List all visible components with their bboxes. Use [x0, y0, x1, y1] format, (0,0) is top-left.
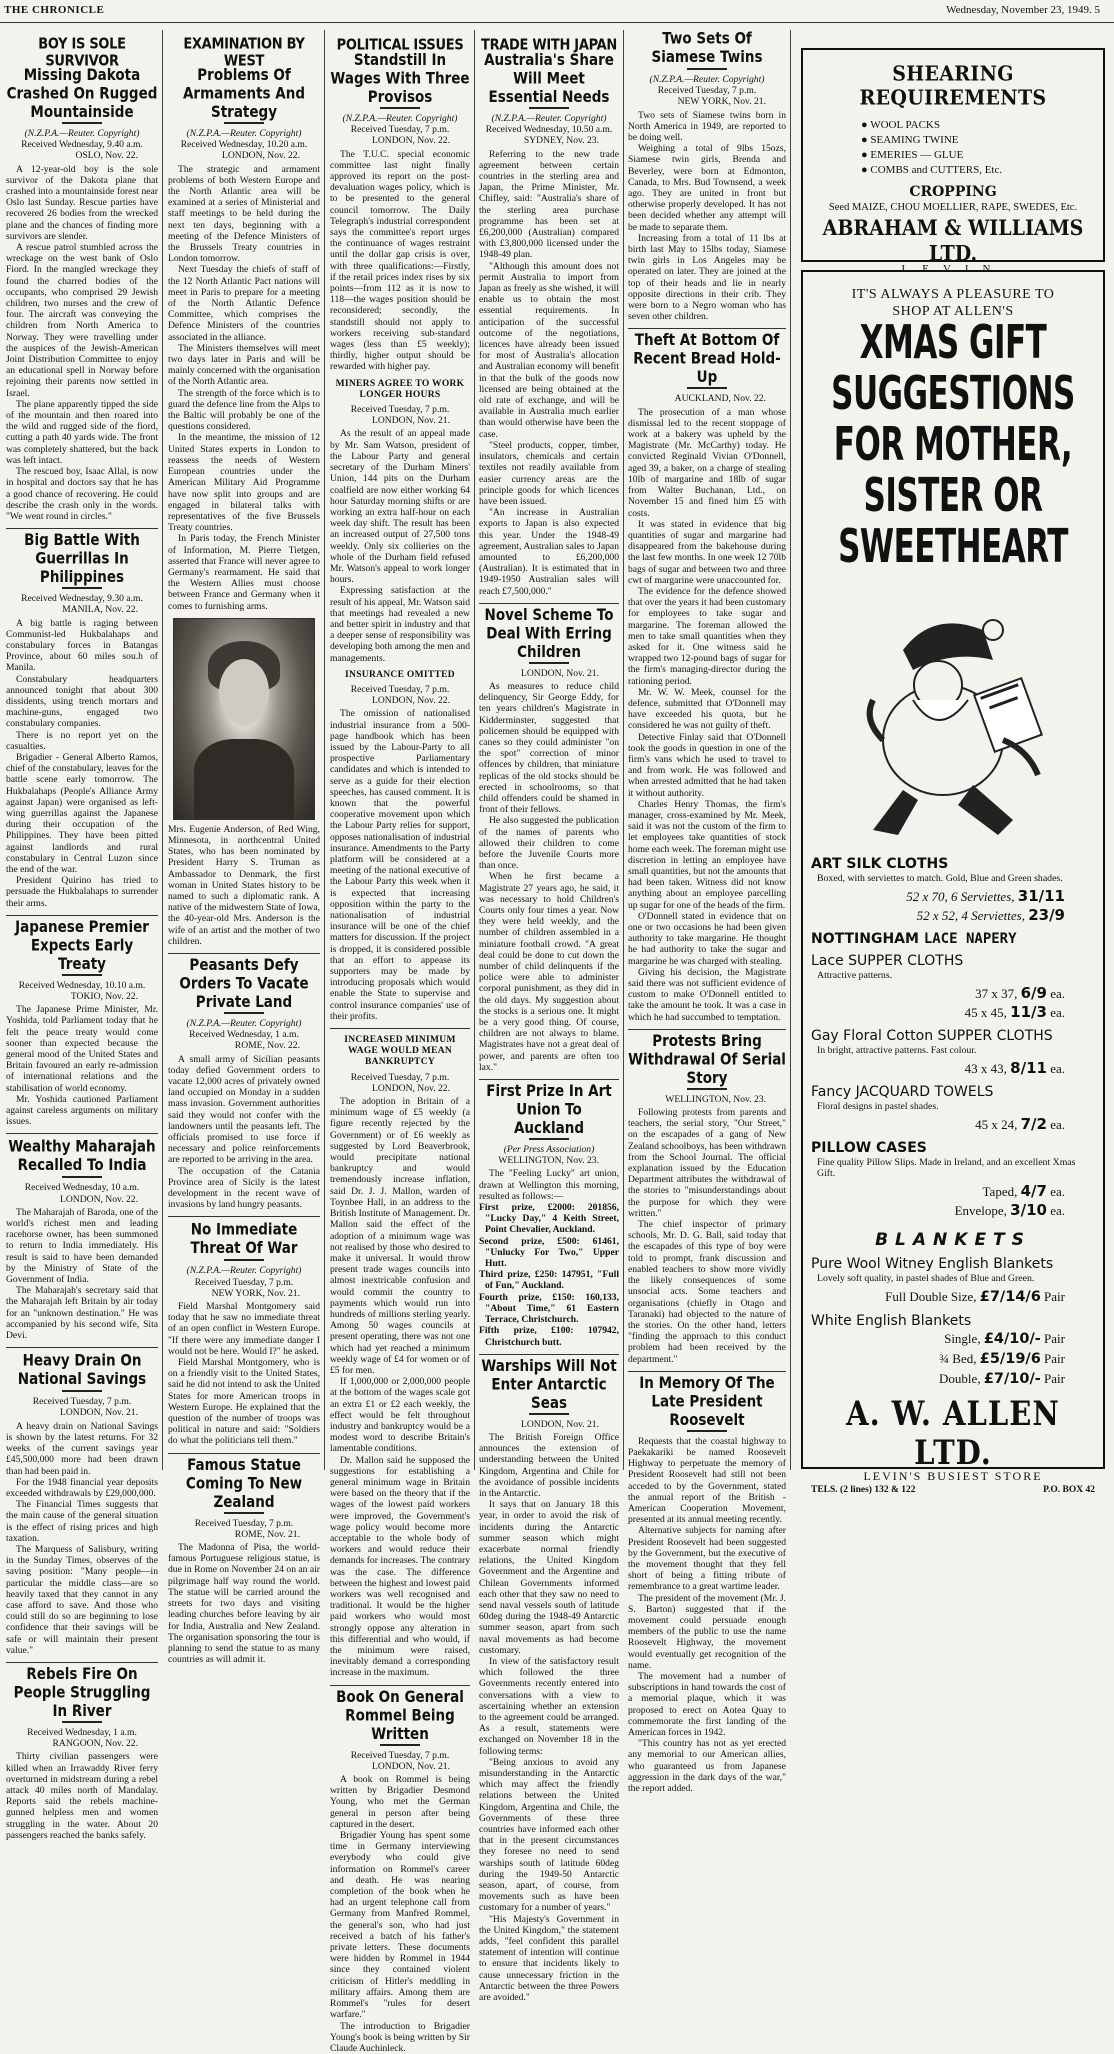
price: £4/10/- — [984, 1331, 1041, 1347]
credit: (N.Z.P.A.—Reuter. Copyright) — [168, 1018, 320, 1029]
item-list — [861, 118, 1103, 178]
section-description: Lovely soft quality, in pastel shades of Blue and Green. — [817, 1273, 1095, 1284]
headline: Protests Bring Withdrawal Of Serial Story — [628, 1032, 786, 1087]
divider — [6, 1133, 158, 1134]
paragraph: The Financial Times suggests that the main cause of the general situation is the effect of rising prices and high taxation. — [6, 1499, 158, 1544]
section-heading: Fancy JACQUARD TOWELS — [811, 1084, 1095, 1100]
section-subheading: Lace SUPPER CLOTHS — [811, 953, 1095, 969]
paragraph: Increasing from a total of 11 lbs at birth last May to 15lbs today, Siamese twin girls in Los Angeles may be operated on later. They are joined at the top of their heads and lie in nearly opposite directions in their crib. They were born to a Negro woman who has seven other children. — [628, 233, 786, 323]
received: Received Tuesday, 7 p.m. — [168, 1518, 320, 1529]
paragraph: For the 1948 financial year deposits exceeded withdrawals by £29,000,000. — [6, 1477, 158, 1499]
subheadline: Problems Of Armaments And Strategy — [168, 66, 320, 121]
paragraph: A 12-year-old boy is the sole survivor of the Dakota plane that crashed into a mountainside forest near Oslo last Sunday. Rescue parties have recovered 26 bodies from the wrecked plane and the chances of finding more survivors are slender. — [6, 164, 158, 242]
divider — [330, 1028, 470, 1029]
xmas-headline: XMAS GIFT SUGGESTIONS FOR MOTHER, SISTER OR SWEETHEART — [803, 318, 1103, 573]
paragraph: The prosecution of a man whose dismissal led to the recent stoppage of work at a bakery was upheld by the Magistrate (Mr. McCarthy) today. He convicted Reginald Vivian O'Donnell, aged 39, a baker, on a charge of stealing 10lb of margarine and 18lb of sugar from Walter Buchanan, Ltd., on November 15 and fined him £5 with costs. — [628, 407, 786, 519]
divider — [687, 387, 727, 389]
credit: (N.Z.P.A.—Reuter. Copyright) — [6, 128, 158, 139]
received: Received Tuesday, 7 p.m. — [330, 1072, 470, 1083]
credit: (N.Z.P.A.—Reuter. Copyright) — [168, 1265, 320, 1276]
paragraph: The movement had a number of subscriptions in hand towards the cost of a memorial plaque, which it was proposed to erect on Aotea Quay to commemorate the first landing of the American forces in 1942. — [628, 1671, 786, 1738]
price-line: Full Double Size, £7/14/6 Pair — [811, 1287, 1095, 1307]
paragraph: The "Feeling Lucky" art union, drawn at Wellington this morning, resulted as follows:— — [479, 1168, 619, 1202]
prize-item: Second prize, £500: 61461, "Unlucky For Two," Upper Hutt. — [485, 1236, 619, 1270]
divider — [6, 528, 158, 529]
paragraph: The plane apparently tipped the side of the mountain and then roared into the wild and rugged side of the fiord, cutting a path 40 yards wide. The front was completely shattered, but the back was left intact. — [6, 399, 158, 466]
section-heading: Gay Floral Cotton SUPPER CLOTHS — [811, 1028, 1095, 1044]
headline: BOY IS SOLE SURVIVOR — [6, 36, 158, 71]
paragraph: "Although this amount does not permit Australia to import from Japan as freely as she wished, it will enable us to obtain the most essential requirements. In anticipation of the successful outcome of the negotiations, licences have already been issued for most of Australia's allocation and Australian economy will benefit in that the bulk of the goods now licensed are being obtained at the old rate of exchange, and will be available in Australia much earlier than would otherwise have been the case. — [479, 261, 619, 440]
column-rule — [623, 30, 624, 1470]
paragraph: "Steel products, copper, timber, insulators, chemicals and certain textiles not readily available from easier currency areas are the principle goods for which licences have been issued. — [479, 440, 619, 507]
received: Received Wednesday, 1 a.m. — [168, 1029, 320, 1040]
headline: Famous Statue Coming To New Zealand — [168, 1456, 320, 1511]
headline: Warships Will Not Enter Antarctic Seas — [479, 1357, 619, 1412]
headline: Japanese Premier Expects Early Treaty — [6, 918, 158, 973]
received: Received Tuesday, 7 p.m. — [330, 124, 470, 135]
column-rule — [324, 30, 325, 1470]
paragraph: The Maharajah's secretary said that the Maharajah left Britain by air today for an "unknown destination." He was accompanied by his second wife, Sita Devi. — [6, 1285, 158, 1341]
paragraph: Following protests from parents and teachers, the serial story, "Our Street," on the escapades of a gang of New Zealand schoolboys, has been withdrawn from the School Journal. The official explanation issued by the Education Department attributes the withdrawal of the stories to "misunderstandings about the purpose for which they were written." — [628, 1107, 786, 1219]
price-line: 43 x 43, 8/11 ea. — [811, 1059, 1095, 1078]
price-line: 37 x 37, 6/9 ea. — [811, 984, 1095, 1003]
column-rule — [474, 30, 475, 1470]
paragraph: Expressing satisfaction at the result of his appeal, Mr. Watson said that meetings had revealed a new and better spirit in industry and that a deeper sense of responsibility was developing both among the men and managements. — [330, 585, 470, 663]
divider — [62, 974, 102, 976]
divider — [628, 1371, 786, 1372]
paragraph: The president of the movement (Mr. J. S. Barton) suggested that if the movement could persuade enough members of the public to use the name Roosevelt Highway, the movement would eventually get recognition of the name. — [628, 1593, 786, 1671]
headline: Novel Scheme To Deal With Erring Children — [479, 606, 619, 661]
paragraph: Field Marshal Montgomery said today that he saw no immediate threat of an open conflict in Western Europe. "If there were any immediate danger I would not be here. Would I?" he asked. — [168, 1301, 320, 1357]
divider — [224, 1259, 264, 1261]
paragraph: He also suggested the publication of the names of parents who allowed their children to come before the Juvenile Courts more than once. — [479, 815, 619, 871]
section-description: Boxed, with serviettes to match. Gold, Blue and Green shades. — [817, 873, 1095, 884]
credit: (N.Z.P.A.—Reuter. Copyright) — [479, 113, 619, 124]
divider — [62, 1176, 102, 1178]
received: Received Wednesday, 10.20 a.m. — [168, 139, 320, 150]
headline: Book On General Rommel Being Written — [330, 1688, 470, 1743]
bullet-icon: ● — [861, 119, 870, 131]
divider — [479, 1079, 619, 1080]
contact-line — [803, 1485, 1103, 1495]
paragraph: Mr. Yoshida cautioned Parliament against careless arguments on military issues. — [6, 1094, 158, 1128]
received: Received Tuesday, 7 p.m. — [6, 1396, 158, 1407]
paragraph: A heavy drain on National Savings is shown by the latest returns. For 32 weeks of the current savings year £45,500,000 more had been drawn than had been paid in. — [6, 1421, 158, 1477]
dateline: ROME, Nov. 22. — [168, 1040, 320, 1051]
credit: (N.Z.P.A.—Reuter. Copyright) — [628, 74, 786, 85]
received: Received Tuesday, 7 p.m. — [168, 1277, 320, 1288]
divider — [529, 1138, 569, 1140]
divider — [687, 1430, 727, 1432]
divider — [628, 328, 786, 329]
seed-line: Seed MAIZE, CHOU MOELLIER, RAPE, SWEDES, Etc. — [803, 202, 1103, 213]
list-item: ● SEAMING TWINE — [861, 133, 1103, 148]
bullet-icon: ● — [861, 164, 870, 176]
divider — [224, 122, 264, 124]
credit: (N.Z.P.A.—Reuter. Copyright) — [168, 128, 320, 139]
paragraph: Requests that the coastal highway to Paekakariki be named Roosevelt Highway to perpetuate the memory of President Roosevelt had still not been acceded to by the Government, stated the annual report of the British - American Cooperation Movement, presented at its annual meeting recently. — [628, 1436, 786, 1526]
paragraph: O'Donnell stated in evidence that on one or two occasions he had been given authority to take margarine. He thought he had authority to take the sugar and margarine he was charged with stealing. — [628, 911, 786, 967]
blankets-heading: BLANKETS — [803, 1230, 1103, 1250]
allens-advert — [801, 270, 1105, 1469]
store-slogan: LEVIN'S BUSIEST STORE — [803, 1469, 1103, 1484]
section-description: Floral designs in pastel shades. — [817, 1101, 1095, 1112]
paragraph: The Marquess of Salisbury, writing in the Sunday Times, observes of the saving position: "Many people—in particular the middle class—are so heavily taxed that they cannot in any case afford to save. And those who could still do so are beginning to lose confidence that their savings will be safe or will maintain their present value." — [6, 1544, 158, 1656]
paragraph: Brigadier Young has spent some time in Germany interviewing everybody who could give information on Rommel's career and death. He was nearing completion of the book when he had an urgent telephone call from Germany from Manfred Rommel, the general's son, who had just received a batch of his father's private letters. These documents were hidden by Rommel in 1944 since they contained violent criticism of Hitler's meddling in military affairs. Among them are Rommel's "rules for desert warfare." — [330, 1830, 470, 2020]
dateline: LONDON, Nov. 22. — [6, 1194, 158, 1205]
paragraph: Referring to the new trade agreement between certain countries in the sterling area and Japan, the Prime Minister, Mr. Chifley, said: "Australia's share of the sterling area purchase programme has been set at £6,200,000 (Australian) compared with £3,800,000 licensed under the 1948-49 plan. — [479, 149, 619, 261]
divider — [380, 107, 420, 109]
divider — [529, 662, 569, 664]
column-4 — [479, 30, 619, 1470]
divider — [224, 1012, 264, 1014]
column-rule — [790, 30, 791, 1470]
dateline: NEW YORK, Nov. 21. — [628, 96, 786, 107]
paragraph: In Paris today, the French Minister of Information, M. Pierre Tietgen, asserted that France will never agree to Germany's rearmament. He said that the Western Allies must choose between France and Germany when it comes to furnishing arms. — [168, 533, 320, 611]
price-line: 45 x 45, 11/3 ea. — [811, 1003, 1095, 1022]
paragraph: In view of the satisfactory result which followed the three Governments recently entered into conversations with a view to ascertaining whether an extension to the agreement could be arranged. As a result, statements were exchanged on November 18 in the following terms: — [479, 1656, 619, 1757]
received: Received Wednesday, 9.40 a.m. — [6, 139, 158, 150]
divider — [330, 1685, 470, 1686]
paragraph: "An increase in Australian exports to Japan is also expected this year. Under the 1948-49 agreement, Australian sales to Japan amounted to £6,200,000 (Australian). It is estimated that in 1949-1950 Australian sales will reach £7,500,000." — [479, 507, 619, 597]
headline: In Memory Of The Late President Roosevelt — [628, 1374, 786, 1429]
section-heading: INSURANCE OMITTED — [330, 670, 470, 681]
list-item: ● EMERIES — GLUE — [861, 148, 1103, 163]
dateline: TOKIO, Nov. 22. — [6, 991, 158, 1002]
pillow-section — [803, 1140, 1103, 1220]
paragraph: The Maharajah of Baroda, one of the world's richest men and leading racehorse owner, has been summoned to return to India immediately. His result is said to have been demanded by the Ministry of State of the Government of India. — [6, 1207, 158, 1285]
divider — [687, 1088, 727, 1090]
paragraph: The chief inspector of primary schools, Mr. D. G. Ball, said today that the escapades of this type of boy were told to prompt, frank discussion and enabled teachers to show more vividly the likely consequences of some unsocial acts. Some teachers and organisations (chiefly in Otago and Taranaki) had objected to the nature of the stories. On the other hand, letters "finding the approach to this conduct problem had been received by the department." — [628, 1219, 786, 1365]
dateline: SYDNEY, Nov. 23. — [479, 135, 619, 146]
headline: Rebels Fire On People Struggling In River — [6, 1665, 158, 1720]
divider — [224, 1512, 264, 1514]
paragraph: The Japanese Prime Minister, Mr. Yoshida, told Parliament today that he felt the peace treaty would come sooner than expected because the general mood of the United States and Britain favoured an early re-admission of international relations and the stabilisation of world economy. — [6, 1004, 158, 1094]
section-heading: MINERS AGREE TO WORK LONGER HOURS — [330, 379, 470, 401]
paragraph: Field Marshal Montgomery, who is on a friendly visit to the United States, said he did not intend to ask the United States for more American troops in Western Europe. He explained that the question of the number of troops was political in nature and said: "Soldiers do what the politicians tell them." — [168, 1357, 320, 1447]
divider — [628, 1029, 786, 1030]
prize-item: Third prize, £250: 147951, "Full of Fun," Auckland. — [485, 1269, 619, 1291]
received: Received Wednesday, 10.50 a.m. — [479, 124, 619, 135]
subheadline: Australia's Share Will Meet Essential Needs — [479, 51, 619, 106]
column-5 — [628, 30, 786, 1470]
photo-body — [194, 739, 294, 819]
price-line: 45 x 24, 7/2 ea. — [811, 1115, 1095, 1134]
section-description: Attractive patterns. — [817, 970, 1095, 981]
prize-item: Fourth prize, £150: 160,133, "About Time," 61 Eastern Terrace, Christchurch. — [485, 1292, 619, 1326]
dateline: LONDON, Nov. 21. — [479, 1419, 619, 1430]
received: Received Wednesday, 10.10 a.m. — [6, 980, 158, 991]
received: Received Wednesday, 10 a.m. — [6, 1182, 158, 1193]
headline: Heavy Drain On National Savings — [6, 1352, 158, 1389]
price: 23/9 — [1028, 906, 1065, 924]
dateline: ROME, Nov. 21. — [168, 1529, 320, 1540]
divider — [168, 953, 320, 954]
price: 8/11 — [1010, 1059, 1047, 1077]
paragraph: The introduction to Brigadier Young's book is being written by Sir Claude Auchinleck. — [330, 2021, 470, 2054]
divider — [479, 603, 619, 604]
divider — [479, 1354, 619, 1355]
dateline: RANGOON, Nov. 22. — [6, 1738, 158, 1749]
divider — [62, 122, 102, 124]
paragraph: Alternative subjects for naming after President Roosevelt had been suggested by the Government, but the executive of the movement thought that they fell short of being a fitting tribute of remembrance to a great wartime leader. — [628, 1525, 786, 1592]
price-line: Taped, 4/7 ea. — [811, 1182, 1095, 1201]
paragraph: The rescued boy, Isaac Allal, is now in hospital and doctors say that he has a good chance of recovering. He could describe the crash only in the words. "We went round in circles." — [6, 466, 158, 522]
paragraph: The British Foreign Office announces the extension of understanding between the United Kingdom, Argentina and Chile for the avoidance of possible incidents in the Antarctic. — [479, 1432, 619, 1499]
advert-title: SHEARING REQUIREMENTS — [803, 62, 1103, 110]
santa-icon — [843, 590, 1063, 850]
prize-item: First prize, £2000: 201856, "Lucky Day," 4 Keith Street, Point Chevalier, Auckland. — [485, 1202, 619, 1236]
bullet-icon: ● — [861, 134, 870, 146]
list-item: ● WOOL PACKS — [861, 118, 1103, 133]
headline: EXAMINATION BY WEST — [168, 36, 320, 71]
paragraph: It was stated in evidence that big quantities of sugar and margarine had disappeared from the bakehouse during the last few months. In one week 12 70lb bags of sugar and between two and three cwt of margarine were unaccounted for. — [628, 519, 786, 586]
paragraph: A book on Rommel is being written by Brigadier Desmond Young, who met the German general in person after being captured in the desert. — [330, 1774, 470, 1830]
dateline: WELLINGTON, Nov. 23. — [479, 1155, 619, 1166]
paragraph: The strength of the force which is to guard the defence line from the Alps to the Baltic will probably be one of the questions considered. — [168, 388, 320, 433]
headline: Two Sets Of Siamese Twins — [628, 30, 786, 67]
price-line: Double, £7/10/- Pair — [811, 1369, 1095, 1389]
paragraph: President Quirino has tried to persuade the Hukbalahaps to surrender their arms. — [6, 875, 158, 909]
headline: No Immediate Threat Of War — [168, 1221, 320, 1258]
price: 31/11 — [1018, 887, 1065, 905]
divider — [687, 68, 727, 70]
bullet-icon: ● — [861, 149, 870, 161]
column-1 — [6, 30, 158, 1470]
dateline: LONDON, Nov. 22. — [330, 135, 470, 146]
price-line: 52 x 52, 4 Serviettes, 23/9 — [811, 906, 1095, 925]
paragraph: A small army of Sicilian peasants today defied Government orders to vacate 12,000 acres of privately owned land occupied on Monday in a sudden mass invasion. Government authorities said they would not confer with the landowners until the peasants left. The officials promised to use force if necessary and police reinforcements are reported to be arriving in the area. — [168, 1054, 320, 1166]
paragraph: The strategic and armament problems of both Western Europe and the North Atlantic area will be examined at a series of Ministerial and staff meetings to be held during the next ten days, beginning with a meeting of the Defence Ministers of the Brussels Treaty countries in London tomorrow. — [168, 164, 320, 265]
received: Received Tuesday, 7 p.m. — [330, 684, 470, 695]
divider — [529, 107, 569, 109]
paragraph: "Being anxious to avoid any misunderstanding in the Antarctic which may affect the friendly relations between the United Kingdom, Argentina and Chile, the Governments of these three countries have informed each other that in the present circumstances they foresee no need to send warships south of latitude 60deg during the 1949-50 Antarctic season, apart, of course, from movements such as have been customary for a number of years." — [479, 1757, 619, 1914]
floral-section — [803, 1028, 1103, 1078]
paragraph: Detective Finlay said that O'Donnell took the goods in question in one of the firm's vans which he used to travel to and from work. He was followed and when arrested admitted that he had taken it without authority. — [628, 732, 786, 799]
paragraph: Next Tuesday the chiefs of staff of the 12 North Atlantic Pact nations will meet in Paris to prepare for a meeting of the North Atlantic Defence Committee, which comprises the Defence Ministers of the countries associated in the alliance. — [168, 264, 320, 342]
received: Received Tuesday, 7 p.m. — [628, 85, 786, 96]
section-heading: NOTTINGHAM LACE NAPERY — [811, 931, 1095, 947]
paragraph: In the meantime, the mission of 12 United States experts in London to reassess the needs of Western European countries under the American Military Aid Programme have now split into groups and are engaged in bilateral talks with representatives of the five Brussels Treaty countries. — [168, 432, 320, 533]
paragraph: If 1,000,000 or 2,000,000 people at the bottom of the wages scale got an extra £1 or £2 each weekly, the effect would be felt throughout industry and bankruptcy would be a modest word to describe Britain's lamentable conditions. — [330, 1376, 470, 1454]
paragraph: Weighing a total of 9lbs 15ozs, Siamese twin girls, Brenda and Beverley, were born at Edmonton, Canada, to Mrs. Bud Townsend, a week ago. They are united in front but otherwise properly developed. It has not been decided whether any attempt will be made to separate them. — [628, 143, 786, 233]
price: 3/10 — [1010, 1201, 1047, 1219]
received: Received Wednesday, 1 a.m. — [6, 1727, 158, 1738]
company-name: A. W. ALLEN LTD. — [803, 1394, 1103, 1472]
dateline: LONDON, Nov. 22. — [330, 1083, 470, 1094]
dateline: LONDON, Nov. 21. — [479, 668, 619, 679]
dateline: LONDON, Nov. 22. — [168, 150, 320, 161]
divider — [62, 1390, 102, 1392]
dateline: AUCKLAND, Nov. 22. — [628, 393, 786, 404]
prize-item: Fifth prize, £100: 107942, Christchurch butt. — [485, 1325, 619, 1347]
photo-face — [219, 659, 269, 725]
section-heading: ART SILK CLOTHS — [811, 856, 1095, 872]
price-line: 52 x 70, 6 Serviettes, 31/11 — [811, 887, 1095, 906]
paragraph: The evidence for the defence showed that over the years it had been customary for employees to take sugar and margarine. The foreman allowed the men to take small quantities when they asked for it. One witness said he wrapped two 12-pound bags of sugar for the firm's managing-director during the rationing period. — [628, 586, 786, 687]
art-silk-section — [803, 856, 1103, 925]
telephone: TELS. (2 lines) 132 & 122 — [811, 1485, 916, 1495]
section-description: In bright, attractive patterns. Fast colour. — [817, 1045, 1095, 1056]
paragraph: The occupation of the Catania Province area of Sicily is the latest development in the recent wave of invasions by land hungry peasants. — [168, 1166, 320, 1211]
divider — [6, 915, 158, 916]
section-heading: White English Blankets — [811, 1313, 1095, 1329]
section-description: Fine quality Pillow Slips. Made in Ireland, and an excellent Xmas Gift. — [817, 1157, 1095, 1179]
shearing-advert — [801, 48, 1105, 262]
price: 11/3 — [1010, 1003, 1047, 1021]
dateline: LONDON, Nov. 22. — [330, 695, 470, 706]
headline: Theft At Bottom Of Recent Bread Hold-Up — [628, 332, 786, 387]
cropping-heading: CROPPING — [803, 184, 1103, 200]
company-name: ABRAHAM & WILLIAMS LTD. — [803, 216, 1103, 267]
paragraph: "This country has not as yet erected any memorial to our American allies, who guaranteed us from Japanese aggression in the dark days of the war," the report added. — [628, 1738, 786, 1794]
paragraph: A rescue patrol stumbled across the wreckage on the west bank of Oslo Fiord. In the mangled wreckage they found the charred bodies of the occupants, who comprised 29 Jewish children, two nurses and the crew of four. The aircraft was conveying the children from North America to Norway. They were travelling under the auspices of the Jewish-American Joint Distribution Committee to enjoy an educational spell in Norway before rejoining their parents now settled in Israel. — [6, 242, 158, 399]
divider — [62, 1721, 102, 1723]
paragraph: The omission of nationalised industrial insurance from a 500-page handbook which has been issued by the Labour-Party to all prospective Parliamentary candidates and which is intended to serve as a guide for their election speeches, has caused comment. It is known that the powerful cooperative movement upon which the Labour Party relies for support, opposes nationalisation of industrial insurance. Amendments to the Party platform will be considered at a meeting of the national executive of the Labour Party this week when it is expected that increasing opposition within the party to the nationalisation of industrial insurance will be one of the chief matters for discussion. If the project is dropped, it is considered possible that an effort to appease its supporters may be made by introducing proposals which would enable the State to supervise and control insurance companies' use of their profits. — [330, 708, 470, 1022]
price-line: ¾ Bed, £5/19/6 Pair — [811, 1349, 1095, 1369]
subheadline: Standstill In Wages With Three Provisos — [330, 51, 470, 106]
received: Received Wednesday, 9.30 a.m. — [6, 593, 158, 604]
headline: Wealthy Maharajah Recalled To India — [6, 1138, 158, 1175]
price: £7/14/6 — [980, 1289, 1041, 1305]
dateline: LONDON, Nov. 21. — [6, 1407, 158, 1418]
jacquard-section — [803, 1084, 1103, 1134]
dateline: OSLO, Nov. 22. — [6, 150, 158, 161]
headline: First Prize In Art Union To Auckland — [479, 1082, 619, 1137]
dateline: WELLINGTON, Nov. 23. — [628, 1094, 786, 1105]
column-rule — [162, 30, 163, 1470]
price: £7/10/- — [984, 1371, 1041, 1387]
divider — [168, 1453, 320, 1454]
paragraph: Brigadier - General Alberto Ramos, chief of the constabulary, leaves for the battle scene early tomorrow. The Hukbalahaps (People's Alliance Army against Japan) were organised as left-wing guerrillas against the Japanese during their occupation of the Philippines. They have been pitted against landlords and rural constabulary in Central Luzon since the end of the war. — [6, 752, 158, 875]
blankets-section — [803, 1256, 1103, 1389]
received: Received Tuesday, 7 p.m. — [330, 1750, 470, 1761]
divider — [6, 1662, 158, 1663]
section-heading: INCREASED MINIMUM WAGE WOULD MEAN BANKRUPTCY — [330, 1035, 470, 1069]
column-2 — [168, 30, 320, 1470]
paragraph: The adoption in Britain of a minimum wage of £5 weekly (a figure recently rejected by the Government) or of £6 weekly as suggested by Lord Beaverbrook, would precipitate national bankruptcy and would tremendously increase inflation, said Dr. J. J. Mallon, warden of Toynbee Hall, in an address to the British Institute of Management. Dr. Mallon said the effect of the adoption of a minimum wage was not realised by those who desired to make it universal. It would throw present trade wages councils into almost inextricable confusion and would commit the country to payments which would run into hundreds of millions sterling yearly. Among 50 wages councils at present operating, there was not one which had yet reached a minimum weekly wage of £4 for women or of £5 for men. — [330, 1096, 470, 1376]
subheadline: Missing Dakota Crashed On Rugged Mountainside — [6, 66, 158, 121]
section-heading: Pure Wool Witney English Blankets — [811, 1256, 1095, 1272]
paragraph: When he first became a Magistrate 27 years ago, he said, it was necessary to hold Children's Courts only four times a year. Now they were held weekly, and the number of children assembled in a miniature football crowd. "A great deal could be done to cut down the number of child delinquents if the police were able to administer corporal punishment, as they did in the old days. My suggestion about the stocks is a serious one. It might be a very good thing. Of course, children are not always to blame. Magistrates have not a great deal of power, and parents are often too lax." — [479, 871, 619, 1073]
list-item: ● COMBS and CUTTERS, Etc. — [861, 163, 1103, 178]
dateline: MANILA, Nov. 22. — [6, 604, 158, 615]
paper-name: THE CHRONICLE — [4, 4, 104, 16]
headline: POLITICAL ISSUES — [330, 37, 470, 54]
issue-date: Wednesday, November 23, 1949. 5 — [946, 4, 1100, 16]
paragraph: It says that on January 18 this year, in order to avoid the risk of incidents during the Antarctic summer season which might exacerbate normal friendly relations, the United Kingdom Government and the Argentine and Chilean Governments informed each other that they saw no need to send naval vessels south of latitude 60deg during the 1948-49 Antarctic summer season, apart from such naval movements as had become customary. — [479, 1499, 619, 1656]
dateline: NEW YORK, Nov. 21. — [168, 1288, 320, 1299]
paragraph: The Ministers themselves will meet two days later in Paris and will be mainly concerned with the organisation of the North Atlantic area. — [168, 343, 320, 388]
paragraph: The T.U.C. special economic committee last night finally approved its report on the post-devaluation wages policy, which is to be presented to the general council tomorrow. The Daily Telegraph's industrial correspondent says the committee's report urges the continuance of wages restraint until the dollar gap crisis is over, with three qualifications:—Firstly, if the retail prices index rises by six points—from 112 as it is now to 118—the wages position should be reconsidered; secondly, the standstill should not apply to workers receiving sub-standard wages (less than £5 weekly); thirdly, higher output should be rewarded with higher pay. — [330, 149, 470, 373]
divider — [62, 587, 102, 589]
price-line: Envelope, 3/10 ea. — [811, 1201, 1095, 1220]
divider — [168, 1216, 320, 1217]
column-3 — [330, 30, 470, 1470]
paragraph: Dr. Mallon said he supposed the suggestions for establishing a general minimum wage in Britain were based on the theory that if the wages of the lowest paid workers were improved, the Government's wage policy would become more acceptable to the whole body of workers and would reduce their demands for increases. The contrary was the case. The difference between the highest and lowest paid workers was well recognised and traditional. It would be the higher paid workers who would most strongly oppose any alteration in this differential and who would, if the minimum were raised, inevitably demand a corresponding increase in the maximum. — [330, 1455, 470, 1679]
headline: Peasants Defy Orders To Vacate Private Land — [168, 956, 320, 1011]
paragraph: Two sets of Siamese twins born in North America in 1949, are reported to be doing well. — [628, 110, 786, 144]
santa-illustration — [843, 590, 1063, 850]
paragraph: As measures to reduce child delinquency, Sir George Eddy, for ten years children's Magistrate in Kidderminster, suggested that policemen should be equipped with canes so they could administer "on the spot" correction of minor offences by children, that miniature replicas of the old stocks should be erected in schoolrooms, so that child offenders could be shamed in front of their fellows. — [479, 681, 619, 815]
paragraph: "His Majesty's Government in the United Kingdom," the statement adds, "feel confident this parallel statement of intention will continue to ensure that incidents likely to cause unnecessary friction in the Antarctic between the three Powers are avoided." — [479, 1914, 619, 2004]
photo-caption: Mrs. Eugenie Anderson, of Red Wing, Minnesota, in northcentral United States, who has been nominated by President Harry S. Truman as Ambassador to Denmark, the first woman in United States history to be named to such a diplomatic rank. A native of the midwestern State of Iowa, the 40-year-old Mrs. Anderson is the wife of an artist and the mother of two children. — [168, 824, 320, 947]
town-name: LEVIN — [803, 263, 1103, 275]
price-line: Single, £4/10/- Pair — [811, 1329, 1095, 1349]
divider — [6, 1347, 158, 1348]
prize-list — [479, 1202, 619, 1348]
paragraph: A big battle is raging between Communist-led Hukbalahaps and constabulary forces in Batangas Province, about 60 miles sou.h of Manila. — [6, 618, 158, 674]
dateline: LONDON, Nov. 21. — [330, 415, 470, 426]
paragraph: Mr. W. W. Meek, counsel for the defence, submitted that O'Donnell may have exceeded his quota, but he considered he was not guilty of theft. — [628, 687, 786, 732]
paragraph: Giving his decision, the Magistrate said there was not sufficient evidence of custom to make O'Donnell entitled to take the amount he took. It was a case in which he had succumbed to temptation. — [628, 967, 786, 1023]
section-heading: PILLOW CASES — [811, 1140, 1095, 1156]
divider — [380, 1744, 420, 1746]
paragraph: Thirty civilian passengers were killed when an Irrawaddy River ferry overturned in midstream during a rebel attack 40 miles north of Mandalay. Reports said the rebels machine-gunned helpless men and women struggling in the water. About 20 passengers reached the banks safely. — [6, 1751, 158, 1841]
dateline: LONDON, Nov. 21. — [330, 1761, 470, 1772]
paragraph: Constabulary headquarters announced tonight that about 300 dissidents, using trench mortars and machine-guns, engaged two constabulary companies. — [6, 674, 158, 730]
paragraph: There is no report yet on the casualties. — [6, 730, 158, 752]
paragraph: As the result of an appeal made by Mr. Sam Watson, president of the Labour Party and general secretary of the Durham Miners' Union, 144 pits on the Durham coalfield are now either working 64 hour Saturday morning shifts or are working an extra half-hour on each week day shift. The result has been an increased output of 27,500 tons weekly. Only six collieries on the whole of the Durham field refused Mr. Watson's appeal to work longer hours. — [330, 428, 470, 585]
lace-section — [803, 931, 1103, 1022]
price: 7/2 — [1021, 1115, 1047, 1133]
price: 6/9 — [1021, 984, 1047, 1002]
portrait-photo — [173, 618, 315, 820]
received: Received Tuesday, 7 p.m. — [330, 404, 470, 415]
pleasure-slogan: IT'S ALWAYS A PLEASURE TO SHOP AT ALLEN'S — [803, 286, 1103, 320]
credit: (N.Z.P.A.—Reuter. Copyright) — [330, 113, 470, 124]
po-box: P.O. BOX 42 — [1043, 1485, 1095, 1495]
paragraph: Charles Henry Thomas, the firm's manager, cross-examined by Mr. Meek, said it was not the custom of the firm to let employees take quantities of stock home each week. The foreman might use discretion in letting an employee have small quantities, but not the amounts that had been taken. Witness did not know anything about an employee parcelling up sugar for one of the heads of the firm. — [628, 799, 786, 911]
price: £5/19/6 — [980, 1351, 1041, 1367]
price: 4/7 — [1021, 1182, 1047, 1200]
headline: TRADE WITH JAPAN — [479, 37, 619, 54]
masthead — [0, 0, 1114, 23]
paragraph: The Madonna of Pisa, the world-famous Portuguese religious statue, is due in Rome on November 24 on an air pilgrimage half way round the world. The statue will be carried around the streets for two days and visiting leading churches before leaving by air for India, Australia and New Zealand. The organisation sponsoring the tour is planning to send the statue to as many countries as will admit it. — [168, 1542, 320, 1665]
divider — [529, 1413, 569, 1415]
credit: (Per Press Association) — [479, 1144, 619, 1155]
headline: Big Battle With Guerrillas In Philippines — [6, 532, 158, 587]
